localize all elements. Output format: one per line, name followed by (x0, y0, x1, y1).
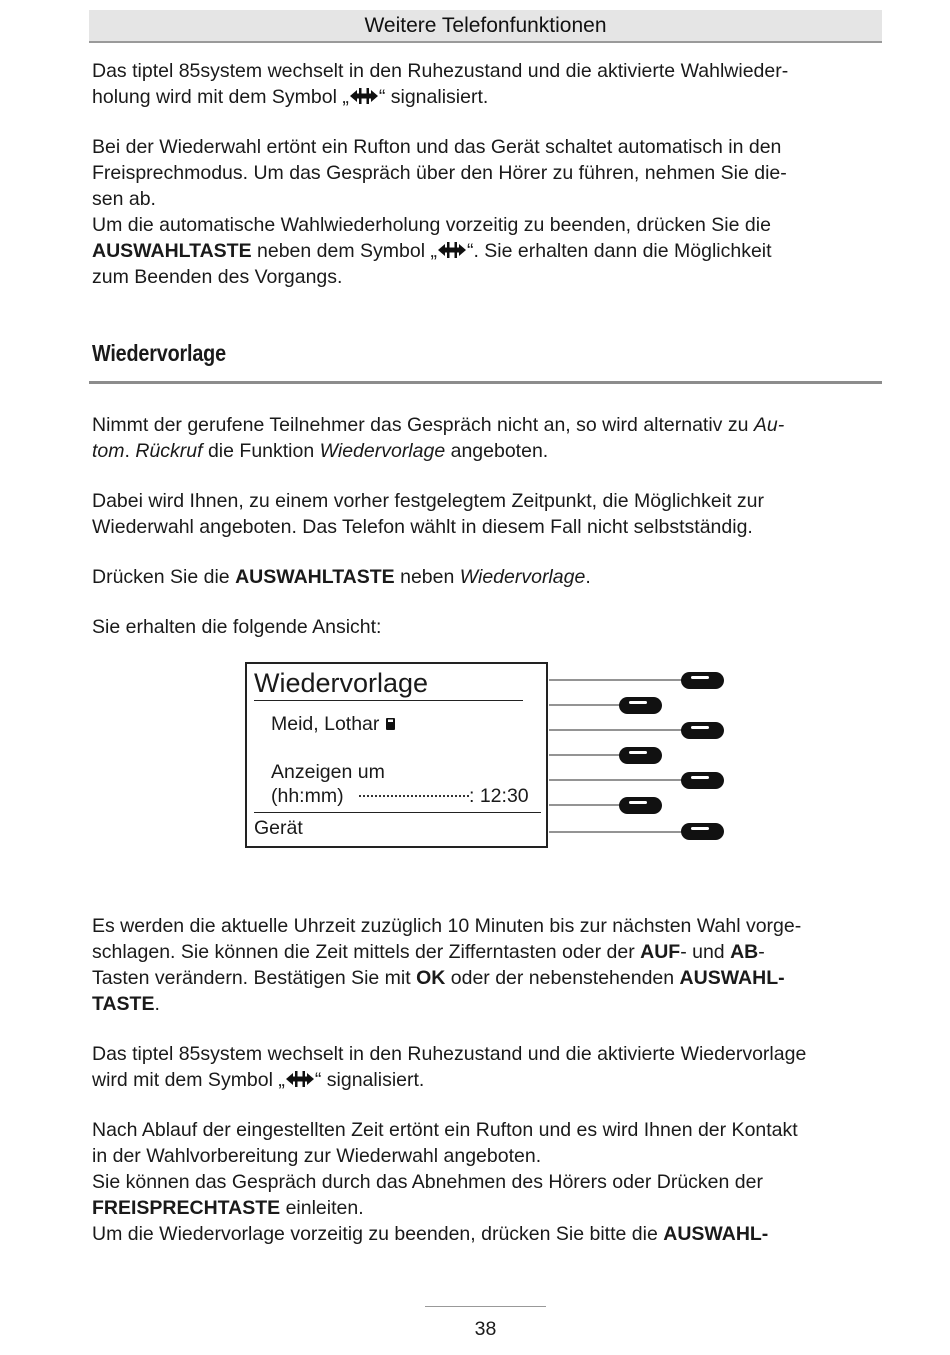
after-paragraph-2: Das tiptel 85system wechselt in den Ruhezustand und die aktivierte Wiedervorlage wird mit dem Symbol „ “ signalisiert. (92, 1043, 807, 1091)
section-paragraph-1: Nimmt der gerufene Teilnehmer das Gespräch nicht an, so wird alternativ zu Au- tom. Rückruf die Funktion Wiedervorlage angeboten. (92, 414, 785, 462)
phone-handset-icon (385, 717, 396, 731)
section-paragraph-3: Drücken Sie die AUSWAHLTASTE neben Wiedervorlage. (92, 566, 591, 588)
section-title: Wiedervorlage (92, 340, 226, 366)
display-contact: Meid, Lothar (271, 712, 396, 736)
display-title: Wiedervorlage (254, 668, 429, 698)
footer-divider (425, 1306, 546, 1307)
redial-symbol-icon (437, 241, 467, 259)
softkey-left-2[interactable] (619, 747, 662, 764)
after-paragraph-1: Es werden die aktuelle Uhrzeit zuzüglich 10 Minuten bis zur nächsten Wahl vorge- schlagen. Sie können die Zeit mittels der Zifferntasten oder der AUF- und AB- Tasten verändern. Bestätigen Sie mit OK oder der nebenstehenden AUSWAHL- TASTE. (92, 915, 802, 1015)
after-paragraph-3: Nach Ablauf der eingestellten Zeit ertönt ein Rufton und es wird Ihnen der Kontakt in der Wahlvorbereitung zur Wiederwahl angeboten. Sie können das Gespräch durch das Abnehmen des Hörers oder Drücken der FREISPRECHTASTE einleiten. Um die Wiedervorlage vorzeitig zu beenden, drücken Sie bitte die AUSWAHL- (92, 1119, 798, 1245)
display-label-show-at: Anzeigen um (271, 761, 385, 783)
softkey-right-2[interactable] (681, 722, 724, 739)
softkey-right-3[interactable] (681, 772, 724, 789)
intro-paragraph-2: Bei der Wiederwahl ertönt ein Rufton und das Gerät schaltet automatisch in den Freisprechmodus. Um das Gespräch über den Hörer zu führen, nehmen Sie die- sen ab. Um die automatische Wahlwiederholung vorzeitig zu beenden, drücken Sie die AUSWAHLTASTE neben dem Symbol „ “. Sie erhalten dann die Möglichkeit zum Beenden des Vorgangs. (92, 136, 787, 288)
page-number: 38 (474, 1318, 497, 1340)
redial-symbol-icon (349, 87, 379, 105)
section-divider (89, 381, 882, 384)
display-title-divider (254, 700, 523, 701)
display-device-label: Gerät (254, 817, 303, 839)
softkey-right-1[interactable] (681, 672, 724, 689)
softkey-left-1[interactable] (619, 697, 662, 714)
display-label-format: (hh:mm) (271, 785, 344, 807)
softkey-right-4[interactable] (681, 823, 724, 840)
section-paragraph-2: Dabei wird Ihnen, zu einem vorher festgelegtem Zeitpunkt, die Möglichkeit zur Wiederwahl angeboten. Das Telefon wählt in diesem Fall nicht selbstständig. (92, 490, 764, 538)
intro-paragraph-1: Das tiptel 85system wechselt in den Ruhezustand und die aktivierte Wahlwieder- holung wird mit dem Symbol „ “ signalisiert. (92, 60, 789, 108)
phone-display (245, 662, 548, 848)
softkey-left-3[interactable] (619, 797, 662, 814)
page-header: Weitere Telefonfunktionen (89, 10, 882, 43)
section-paragraph-4: Sie erhalten die folgende Ansicht: (92, 616, 382, 638)
display-time-value[interactable]: : 12:30 (469, 785, 529, 807)
display-bottom-divider (254, 812, 541, 813)
redial-symbol-icon (285, 1070, 315, 1088)
display-dot-leader (359, 795, 469, 797)
